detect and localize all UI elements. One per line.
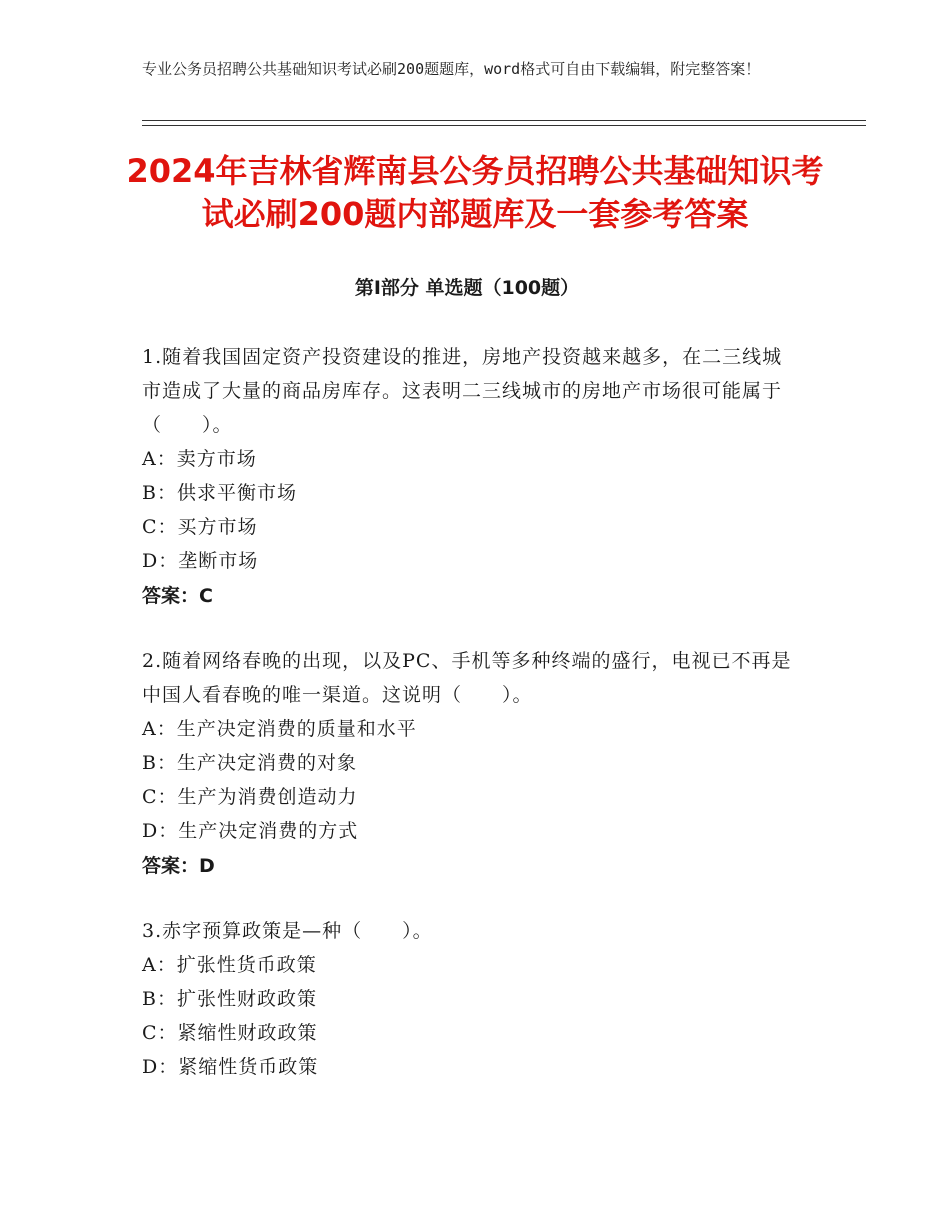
- question-1: [142, 340, 802, 614]
- option-d: D：垄断市场: [142, 550, 259, 572]
- option-c: C：买方市场: [142, 516, 258, 538]
- option-b: B：扩张性财政政策: [142, 988, 317, 1010]
- question-stem: 2.随着网络春晚的出现，以及PC、手机等多种终端的盛行，电视已不再是中国人看春晚的唯一渠道。这说明（ ）。: [142, 650, 792, 706]
- header-divider: [142, 120, 866, 126]
- document-title: 2024年吉林省辉南县公务员招聘公共基础知识考试必刷200题内部题库及一套参考答案: [126, 152, 824, 233]
- option-d: D：紧缩性货币政策: [142, 1056, 319, 1078]
- question-3: [142, 914, 802, 1084]
- option-b: B：生产决定消费的对象: [142, 752, 357, 774]
- section-title: 第Ⅰ部分 单选题（100题）: [354, 277, 580, 299]
- question-2: [142, 644, 802, 884]
- option-c: C：紧缩性财政政策: [142, 1022, 318, 1044]
- answer-line: 答案：C: [142, 585, 213, 607]
- answer-line: 答案：D: [142, 855, 215, 877]
- option-d: D：生产决定消费的方式: [142, 820, 359, 842]
- option-a: A：生产决定消费的质量和水平: [142, 718, 417, 740]
- question-list: [142, 340, 802, 1114]
- option-a: A：扩张性货币政策: [142, 954, 317, 976]
- option-a: A：卖方市场: [142, 448, 257, 470]
- question-stem: 3.赤字预算政策是—种（ ）。: [142, 920, 433, 942]
- header-note: 专业公务员招聘公共基础知识考试必刷200题题库，word格式可自由下载编辑，附完整答案！: [142, 60, 761, 78]
- option-c: C：生产为消费创造动力: [142, 786, 358, 808]
- option-b: B：供求平衡市场: [142, 482, 297, 504]
- question-stem: 1.随着我国固定资产投资建设的推进，房地产投资越来越多，在二三线城市造成了大量的商品房库存。这表明二三线城市的房地产市场很可能属于（ ）。: [142, 346, 783, 436]
